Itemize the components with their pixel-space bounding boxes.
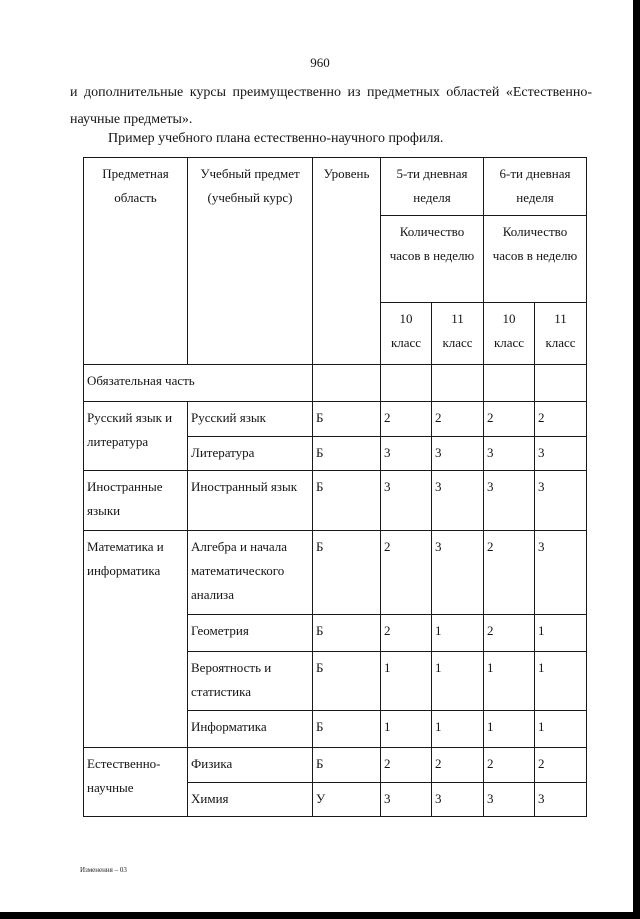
level-cell: Б: [313, 711, 381, 748]
hours-cell: 3: [381, 471, 432, 531]
hours-cell: 3: [484, 783, 535, 817]
hours-cell: 2: [381, 615, 432, 652]
level-cell: Б: [313, 402, 381, 437]
header-grade-11-week6: 11 класс: [535, 303, 587, 365]
hours-cell: 3: [432, 437, 484, 471]
hours-cell: 2: [535, 402, 587, 437]
table-row: [84, 531, 587, 615]
level-cell: Б: [313, 652, 381, 711]
subject-cell: Русский язык: [188, 402, 313, 437]
intro-paragraph: и дополнительные курсы преимущественно из предметных областей «Естественно-научные предметы».: [70, 85, 592, 127]
hours-cell: 3: [432, 531, 484, 615]
header-subject: Учебный предмет (учебный курс): [188, 158, 313, 365]
hours-cell: 1: [381, 652, 432, 711]
hours-cell: 3: [381, 437, 432, 471]
hours-cell: 2: [381, 402, 432, 437]
table-row: [84, 402, 587, 437]
level-cell: Б: [313, 615, 381, 652]
section-label: Обязательная часть: [84, 365, 313, 402]
hours-cell: 2: [381, 531, 432, 615]
subject-cell: Иностранный язык: [188, 471, 313, 531]
section-row: [84, 365, 587, 402]
level-cell: Б: [313, 471, 381, 531]
hours-cell: 1: [484, 711, 535, 748]
hours-cell: 3: [535, 531, 587, 615]
header-grade-10-week6: 10 класс: [484, 303, 535, 365]
subject-cell: Геометрия: [188, 615, 313, 652]
header-row-week: [84, 158, 587, 216]
header-hours-6: Количество часов в неделю: [484, 216, 587, 303]
table-row: [84, 748, 587, 783]
hours-cell: 2: [381, 748, 432, 783]
hours-cell: 2: [484, 402, 535, 437]
area-cell: Русский язык и литература: [84, 402, 188, 471]
page-number: 960: [310, 55, 330, 70]
area-cell: Естественно-научные: [84, 748, 188, 817]
header-hours-5: Количество часов в неделю: [381, 216, 484, 303]
area-cell: Иностранные языки: [84, 471, 188, 531]
hours-cell: 1: [535, 711, 587, 748]
subject-cell: Литература: [188, 437, 313, 471]
hours-cell: 3: [484, 437, 535, 471]
header-week-6: 6-ти дневная неделя: [484, 158, 587, 216]
hours-cell: 2: [432, 402, 484, 437]
header-grade-10-week5: 10 класс: [381, 303, 432, 365]
hours-cell: 3: [535, 437, 587, 471]
subject-cell: Физика: [188, 748, 313, 783]
table-caption: Пример учебного плана естественно-научного профиля.: [108, 131, 444, 146]
hours-cell: 1: [432, 652, 484, 711]
hours-cell: 1: [535, 652, 587, 711]
hours-cell: 2: [432, 748, 484, 783]
hours-cell: 1: [381, 711, 432, 748]
hours-cell: 3: [381, 783, 432, 817]
header-grade-11-week5: 11 класс: [432, 303, 484, 365]
header-area: Предметная область: [84, 158, 188, 365]
area-cell: Математика и информатика: [84, 531, 188, 748]
hours-cell: 1: [432, 711, 484, 748]
header-level: Уровень: [313, 158, 381, 365]
hours-cell: 3: [432, 471, 484, 531]
hours-cell: 2: [484, 615, 535, 652]
level-cell: Б: [313, 748, 381, 783]
hours-cell: 2: [484, 531, 535, 615]
table-row: [84, 471, 587, 531]
hours-cell: 3: [484, 471, 535, 531]
subject-cell: Химия: [188, 783, 313, 817]
hours-cell: 3: [432, 783, 484, 817]
hours-cell: 1: [484, 652, 535, 711]
hours-cell: 3: [535, 471, 587, 531]
level-cell: У: [313, 783, 381, 817]
curriculum-table: [83, 157, 587, 817]
hours-cell: 2: [484, 748, 535, 783]
level-cell: Б: [313, 437, 381, 471]
header-week-5: 5-ти дневная неделя: [381, 158, 484, 216]
footer-revision: Изменения – 03: [80, 866, 127, 874]
hours-cell: 3: [535, 783, 587, 817]
subject-cell: Информатика: [188, 711, 313, 748]
subject-cell: Вероятность и статистика: [188, 652, 313, 711]
hours-cell: 2: [535, 748, 587, 783]
subject-cell: Алгебра и начала математического анализа: [188, 531, 313, 615]
level-cell: Б: [313, 531, 381, 615]
hours-cell: 1: [432, 615, 484, 652]
hours-cell: 1: [535, 615, 587, 652]
